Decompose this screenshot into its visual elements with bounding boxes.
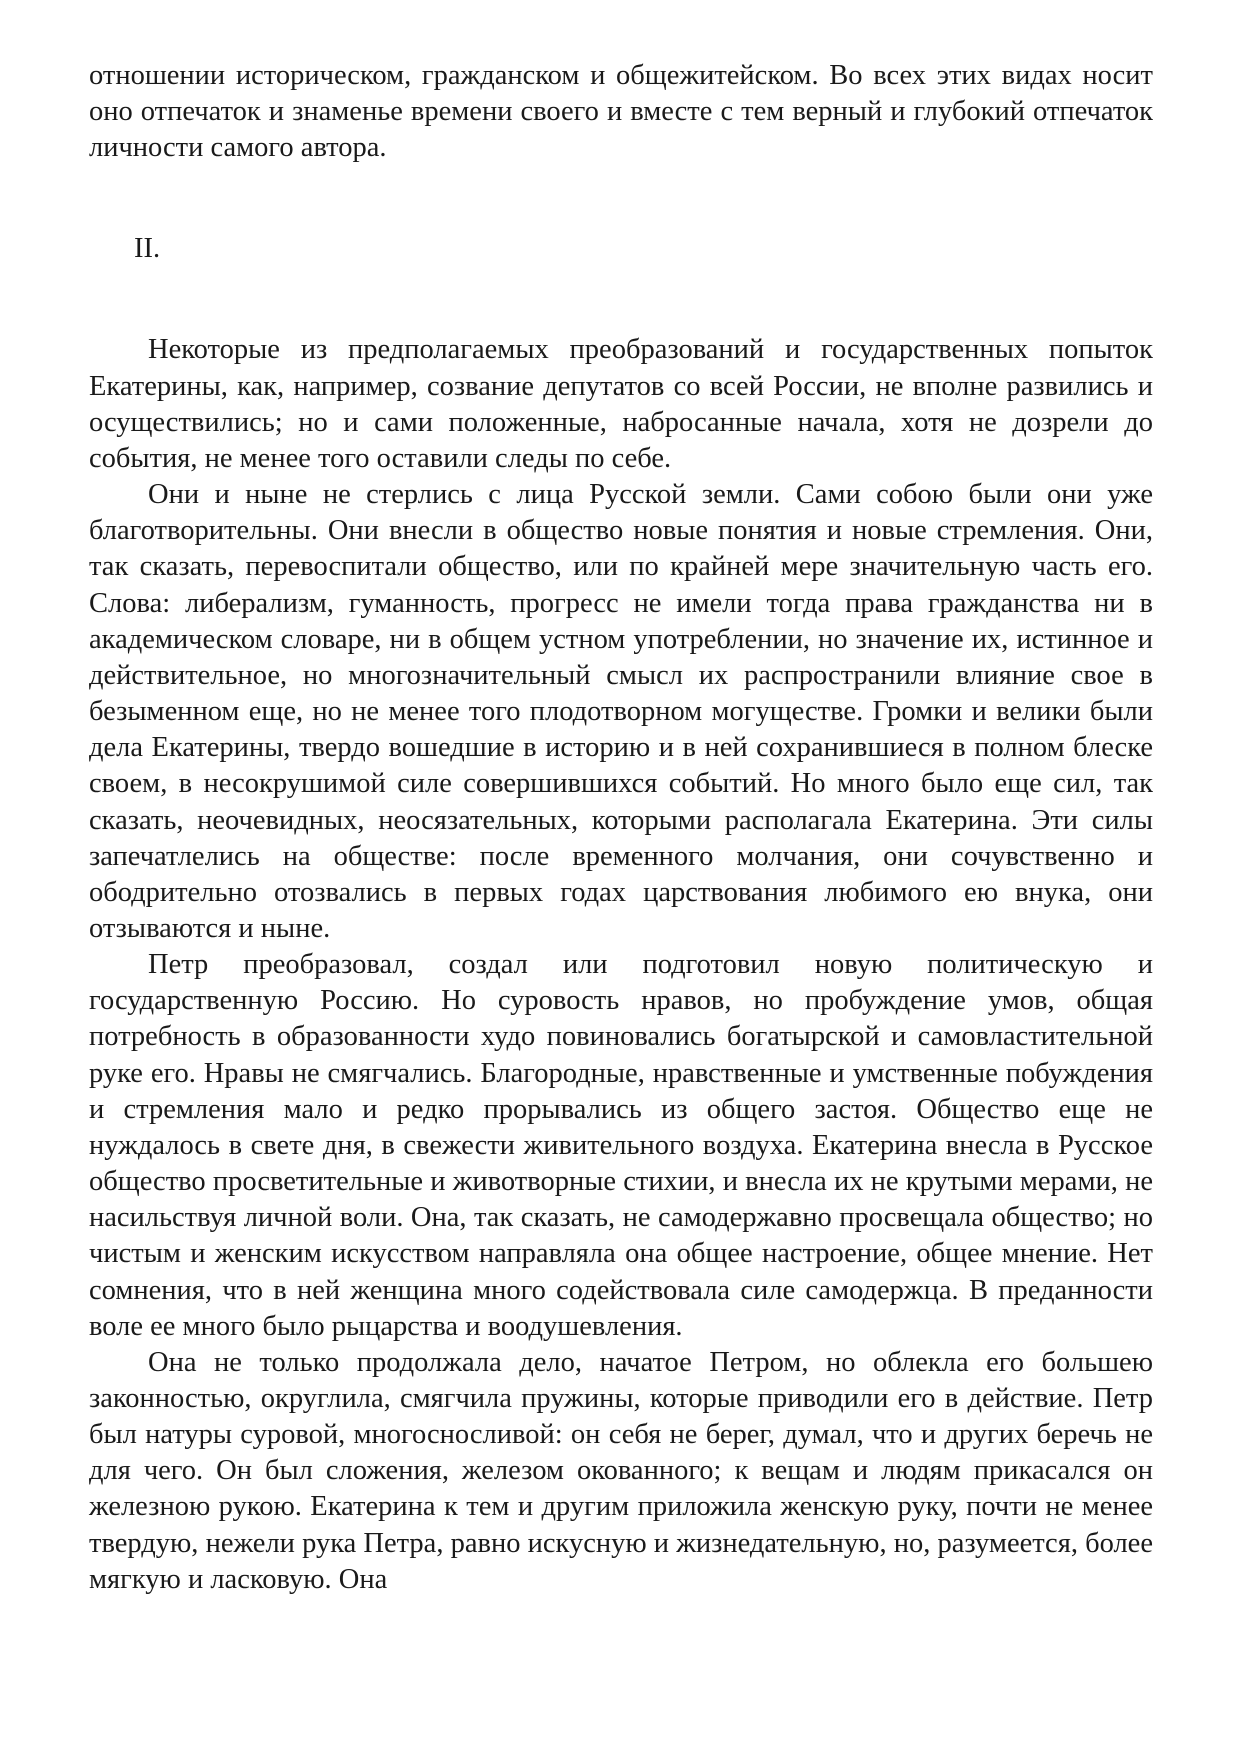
paragraph: Петр преобразовал, создал или подготовил новую политическую и государственную Россию. Но суровость нравов, но пробуждение умов, общая потребность в образованности худо повиновались богатырской и самовластительной руке его. Нравы не смягчались. Благородные, нравственные и умственные побуждения и стремления мало и редко прорывались из общего застоя. Общество еще не нуждалось в свете дня, в свежести живительного воздуха. Екатерина внесла в Русское общество просветительные и животворные стихии, и внесла их не крутыми мерами, не насильствуя личной воли. Она, так сказать, не самодержавно просвещала общество; но чистым и женским искусством направляла она общее настроение, общее мнение. Нет сомнения, что в ней женщина много содействовала силе самодержца. В преданности воле ее много было рыцарства и воодушевления. — [89, 949, 1153, 1342]
paragraph-continuation: отношении историческом, гражданском и общежитейском. Во всех этих видах носит оно отпечаток и знаменье времени своего и вместе с тем верный и глубокий отпечаток личности самого автора. — [89, 60, 1153, 164]
section-spacer-bottom — [89, 267, 1153, 332]
paragraph: Некоторые из предполагаемых преобразований и государственных попыток Екатерины, как, например, созвание депутатов со всей России, не вполне развились и осуществились; но и сами положенные, набросанные начала, хотя не дозрели до события, не менее того оставили следы по себе. — [89, 334, 1153, 474]
section-spacer-top — [89, 166, 1153, 231]
section-heading: II. — [134, 233, 161, 265]
paragraph: Она не только продолжала дело, начатое Петром, но облекла его большею законностью, округлила, смягчила пружины, которые приводили его в действие. Петр был натуры суровой, многосносливой: он себя не берег, думал, что и других беречь не для чего. Он был сложения, железом окованного; к вещам и людям прикасался он железною рукою. Екатерина к тем и другим приложила женскую руку, почти не менее твердую, нежели рука Петра, равно искусную и жизнедательную, но, разумеется, более мягкую и ласковую. Она — [89, 1346, 1153, 1595]
document-page — [89, 58, 1153, 1598]
paragraph: Они и ныне не стерлись с лица Русской земли. Сами собою были они уже благотворительны. Они внесли в общество новые понятия и новые стремления. Они, так сказать, перевоспитали общество, или по крайней мере значительную часть его. Слова: либерализм, гуманность, прогресс не имели тогда права гражданства ни в академическом словаре, ни в общем устном употреблении, но значение их, истинное и действительное, но многозначительный смысл их распространили влияние свое в безыменном еще, но не менее того плодотворном могуществе. Громки и велики были дела Екатерины, твердо вошедшие в историю и в ней сохранившиеся в полном блеске своем, в несокрушимой силе совершившихся событий. Но много было еще сил, так сказать, неочевидных, неосязательных, которыми располагала Екатерина. Эти силы запечатлелись на обществе: после временного молчания, они сочувственно и ободрительно отозвались в первых годах царствования любимого ею внука, они отзываются и ныне. — [89, 479, 1153, 944]
